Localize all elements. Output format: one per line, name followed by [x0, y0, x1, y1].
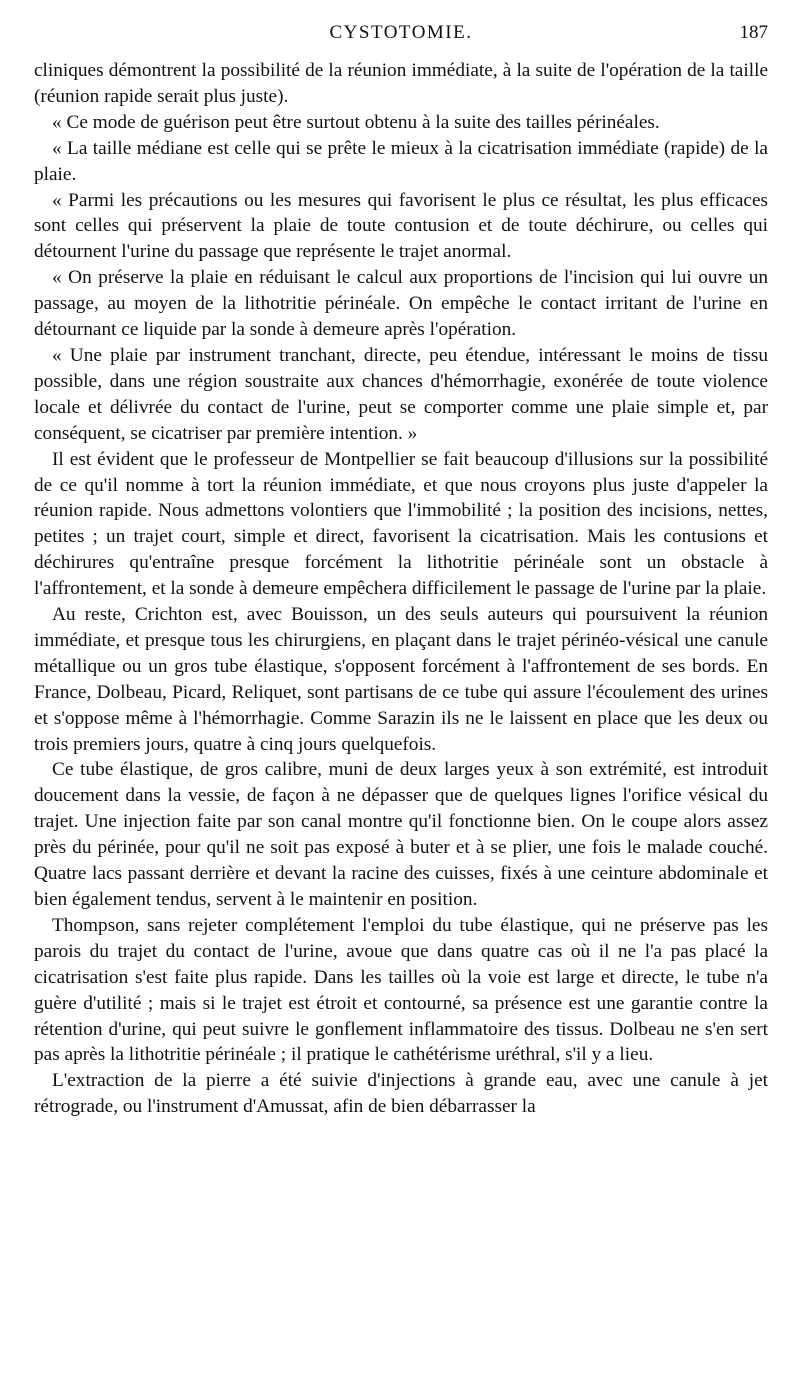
paragraph: Il est évident que le professeur de Montpellier se fait beaucoup d'illusions sur la possibilité de ce qu'il nomme à tort la réunion immédiate, et que nous croyons plus juste d'appeler la réunion rapide. Nous admettons volontiers que l'immobilité ; la position des incisions, nettes, petites ; un trajet court, simple et direct, favorisent la cicatrisation. Mais les contusions et déchirures qu'entraîne presque forcément la lithotritie périnéale sont un obstacle à l'affrontement, et la sonde à demeure empêchera difficilement le passage de l'urine par la plaie. [34, 448, 768, 600]
paragraph: « Ce mode de guérison peut être surtout obtenu à la suite des tailles périnéales. [52, 111, 660, 133]
paragraph: Au reste, Crichton est, avec Bouisson, un des seuls auteurs qui poursuivent la réunion immédiate, et presque tous les chirurgiens, en plaçant dans le trajet périnéo-vésical une canule métallique ou un gros tube élastique, s'opposent forcément à l'affrontement de ses bords. En France, Dolbeau, Picard, Reliquet, sont partisans de ce tube qui assure l'écoulement des urines et s'oppose même à l'hémorrhagie. Comme Sarazin ils ne le laissent en place que les deux ou trois premiers jours, quatre à cinq jours quelquefois. [34, 604, 768, 755]
paragraph: Thompson, sans rejeter complétement l'emploi du tube élastique, qui ne préserve pas les parois du trajet du contact de l'urine, avoue que dans quatre cas où il ne l'a pas placé la cicatrisation s'est faite plus rapide. Dans les tailles où la voie est large et directe, le tube n'a guère d'utilité ; mais si le trajet est étroit et contourné, sa présence est une garantie contre la rétention d'urine, qui peut suivre le gonflement inflammatoire des tissus. Dolbeau ne s'en sert pas après la lithotritie périnéale ; il pratique le cathétérisme uréthral, s'il y a lieu. [34, 914, 768, 1066]
page-number: 187 [739, 22, 768, 43]
paragraph: « On préserve la plaie en réduisant le calcul aux proportions de l'incision qui lui ouvre un passage, au moyen de la lithotritie périnéale. On empêche le contact irritant de l'urine en détournant ce liquide par la sonde à demeure après l'opération. [34, 267, 768, 341]
paragraph: L'extraction de la pierre a été suivie d'injections à grande eau, avec une canule à jet rétrograde, ou l'instrument d'Amussat, afin de bien débarrasser la [34, 1070, 768, 1118]
running-head [34, 22, 768, 48]
paragraph: « Parmi les précautions ou les mesures qui favorisent le plus ce résultat, les plus efficaces sont celles qui préservent la plaie de toute contusion et de toute déchirure, ou celles qui détournent l'urine du passage que représente le trajet anormal. [34, 189, 768, 263]
paragraph: « Une plaie par instrument tranchant, directe, peu étendue, intéressant le moins de tissu possible, dans une région soustraite aux chances d'hémorrhagie, exonérée de toute violence locale et délivrée du contact de l'urine, peut se comporter comme une plaie simple et, par conséquent, se cicatriser par première intention. » [34, 344, 768, 444]
body-text [34, 58, 768, 1120]
paragraph: Ce tube élastique, de gros calibre, muni de deux larges yeux à son extrémité, est introduit doucement dans la vessie, de façon à ne dépasser que de quelques lignes l'orifice vésical du trajet. Une injection faite par son canal montre qu'il fonctionne bien. On le coupe alors assez près du périnée, pour qu'il ne soit pas exposé à buter et à se plier, une fois le malade couché. Quatre lacs passant derrière et devant la racine des cuisses, fixés à une ceinture abdominale et bien également tendus, servent à le maintenir en position. [34, 759, 768, 910]
running-title: CYSTOTOMIE. [329, 22, 473, 43]
paragraph: cliniques démontrent la possibilité de la réunion immédiate, à la suite de l'opération de la taille (réunion rapide serait plus juste). [34, 60, 768, 107]
paragraph: « La taille médiane est celle qui se prête le mieux à la cicatrisation immédiate (rapide) de la plaie. [34, 137, 768, 185]
document-page [34, 22, 768, 1372]
